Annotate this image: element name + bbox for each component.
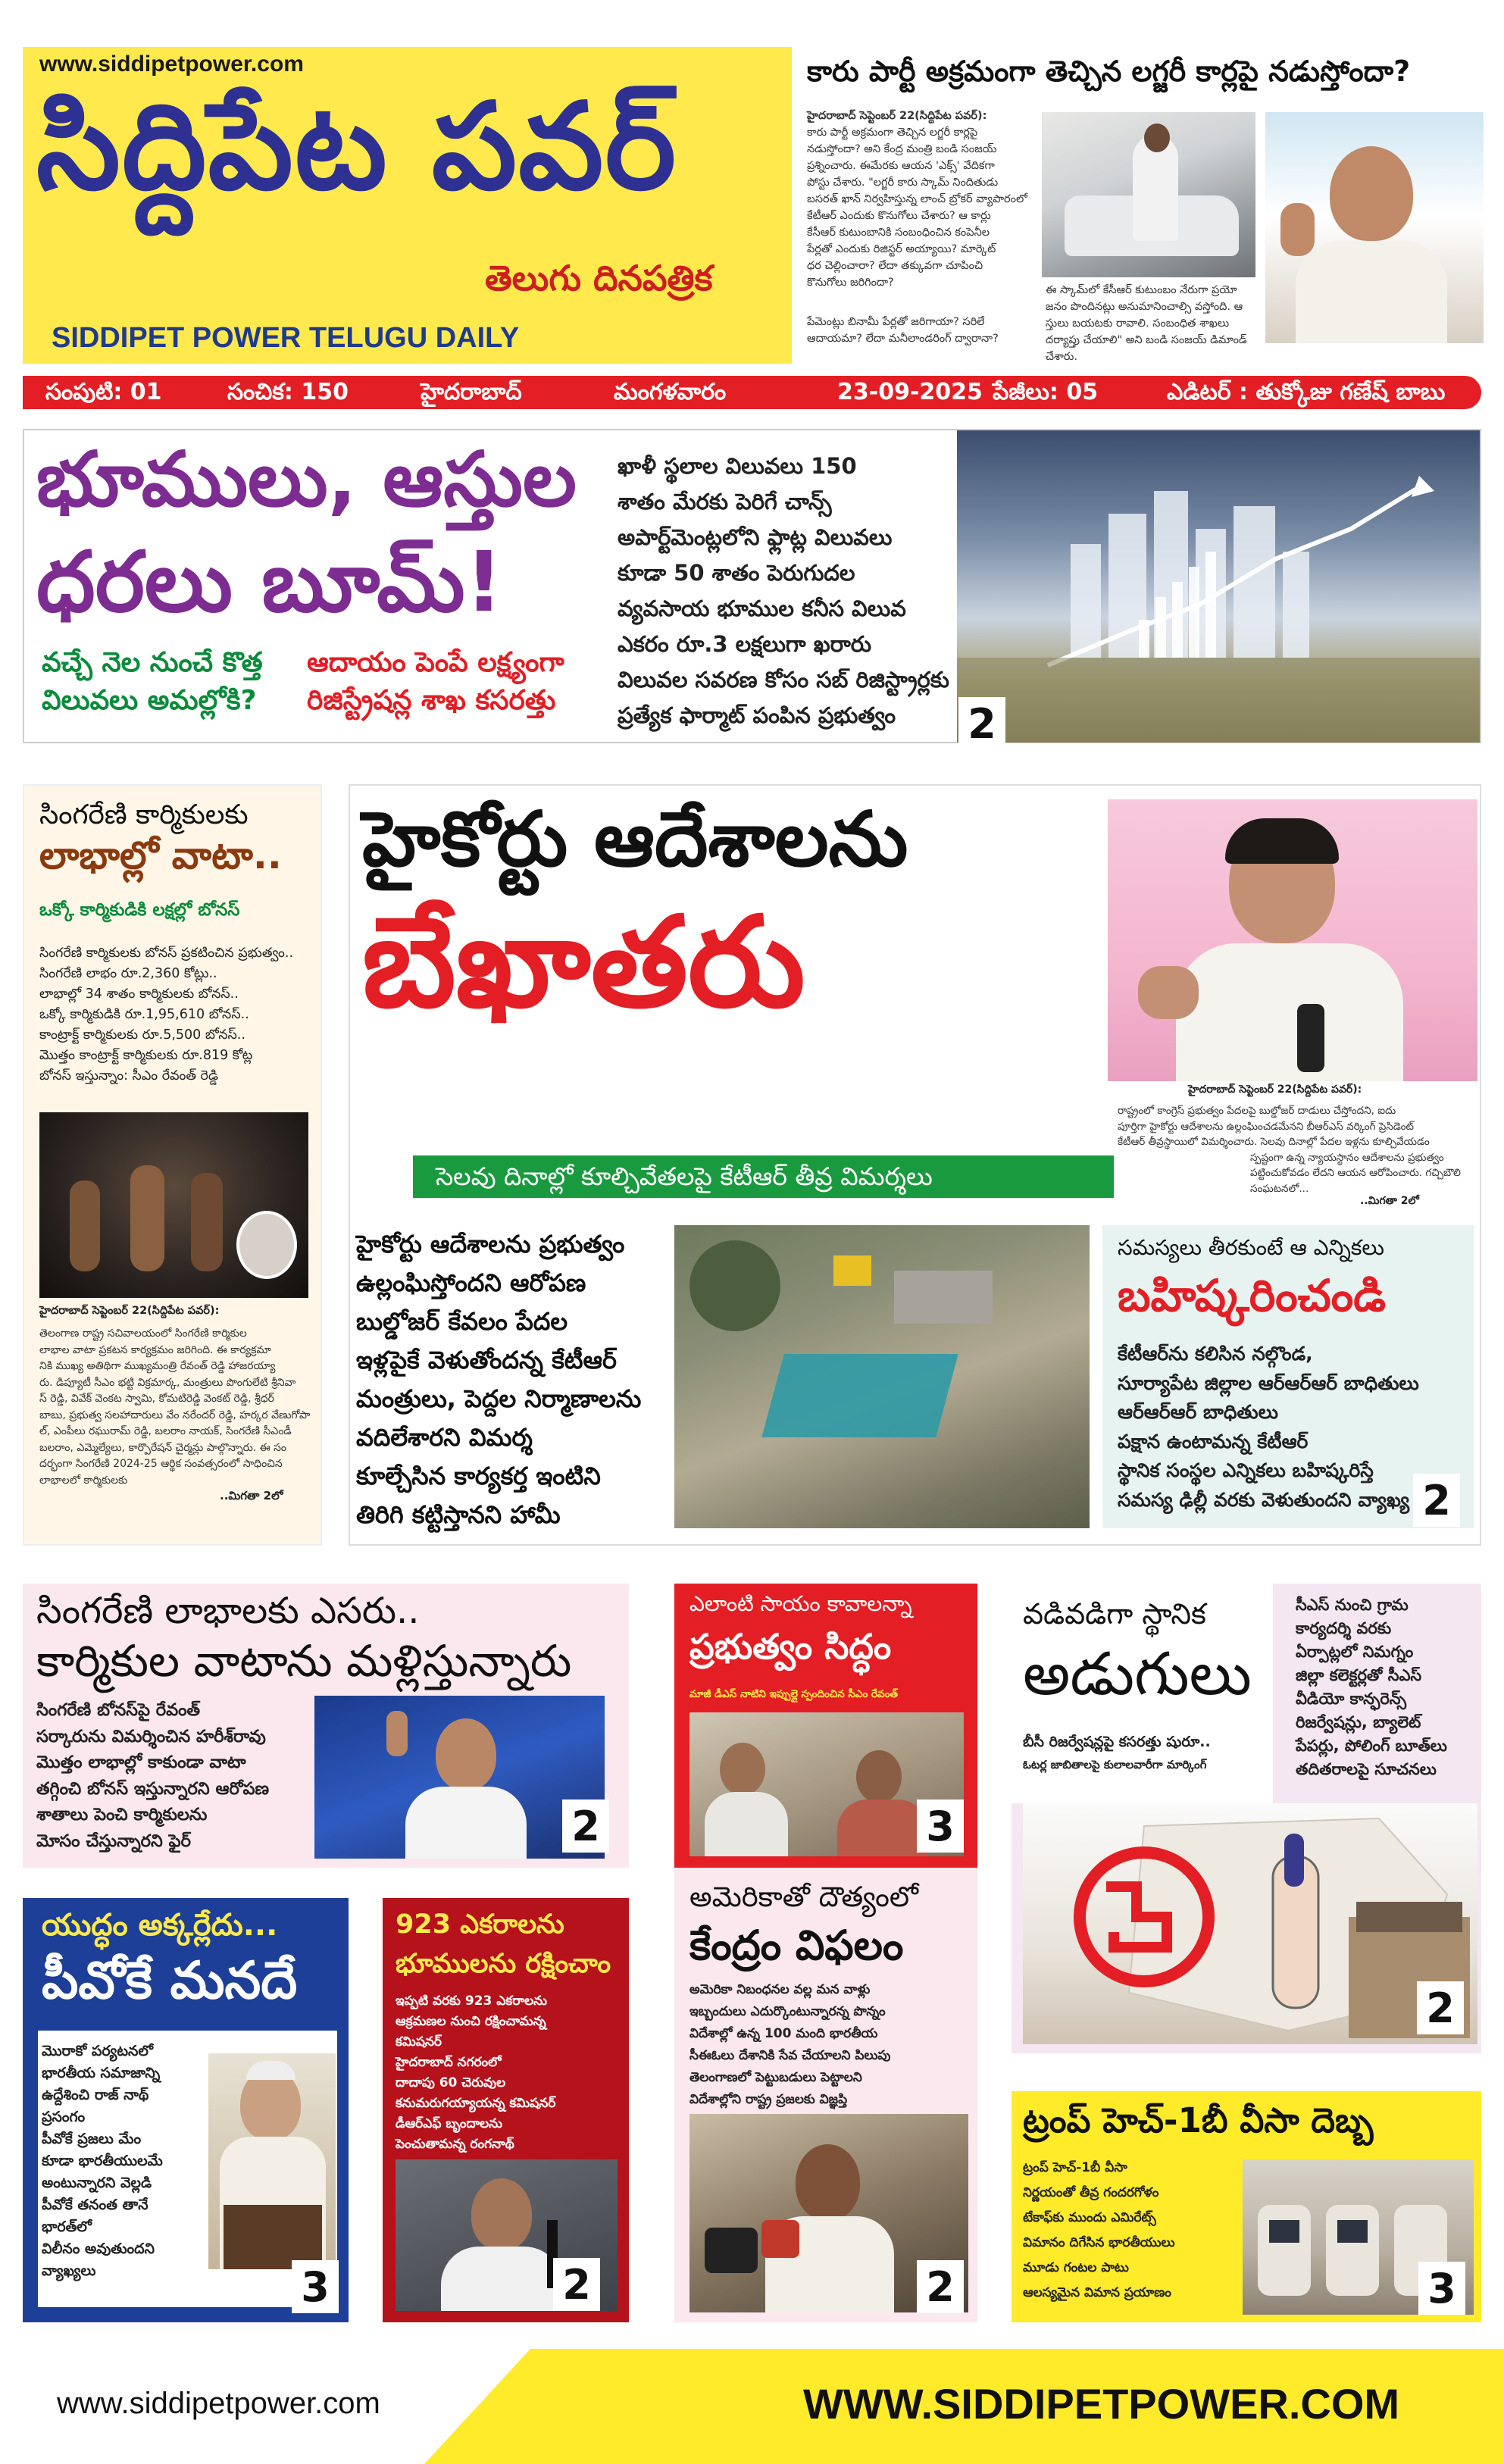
singareni-cut-headline-2: కార్మికుల వాటాను మళ్లిస్తున్నారు bbox=[36, 1635, 572, 1687]
singareni-point: కాంట్రాక్ట్ కార్మికులకు రూ.5,500 బోనస్.. bbox=[39, 1027, 245, 1043]
govt-ready-kicker: ఎలాంటి సాయం కావాలన్నా bbox=[689, 1591, 912, 1616]
singareni-body-line: దర్భంగా సింగరేణి 2024-25 ఆర్థిక సంవత్సరంలో సాధించిన bbox=[39, 1458, 283, 1470]
polls-side-line: పేపర్లు, పోలింగ్ బూత్‌లు bbox=[1296, 1737, 1447, 1755]
trump-page-ref[interactable]: 3 bbox=[1418, 2262, 1465, 2315]
land-line: ఆక్రమణల నుంచి రక్షించామన్న bbox=[396, 2014, 546, 2029]
cut-line: మొత్తం లాభాల్లో కాకుండా వాటా bbox=[36, 1753, 246, 1772]
singareni-body-line: బాబు, ప్రభుత్వ సలహాదారులు వేం నరేందర్ రెడ్డి, హర్కర వేణుగోపా bbox=[39, 1409, 311, 1421]
property-headline-1: భూములు, ఆస్తుల bbox=[36, 435, 577, 524]
lead-point: ఇళ్లపైకే వెళుతోందన్న కేటీఆర్ bbox=[356, 1346, 618, 1374]
volume: సంపుటి: 01 bbox=[45, 379, 162, 405]
local-polls-sub1: బీసీ రిజర్వేషన్లపై కసరత్తు షురూ.. bbox=[1023, 1734, 1211, 1750]
lead-point: బుల్డోజర్ కేవలం పేదల bbox=[356, 1307, 568, 1336]
govt-ready-sub: మాజీ డీఎస్ నాటిని ఇప్పుల్లై స్పందించిన సీఎం రేవంత్ bbox=[689, 1688, 898, 1700]
lead-body-line: పట్టించుకోవడం లేదని ఆయన ఆరోపించారు. గచ్చిబౌలి bbox=[1250, 1167, 1461, 1179]
land-line: ఇప్పటి వరకు 923 ఎకరాలను bbox=[396, 1993, 548, 2009]
property-point: ఎకరం రూ.3 లక్షలుగా ఖరారు bbox=[618, 631, 872, 657]
trump-body bbox=[1023, 2156, 1239, 2306]
singareni-body-line: లాభాలలో కార్మికులకు bbox=[39, 1474, 128, 1487]
boycott-headline: బహిష్కరించండి bbox=[1118, 1270, 1387, 1321]
property-page-ref[interactable]: 2 bbox=[958, 697, 1005, 750]
lead-body-line: సంఘటనలో... bbox=[1250, 1182, 1309, 1195]
boycott-kicker: సమస్యలు తీరకుంటే ఆ ఎన్నికలు bbox=[1118, 1235, 1384, 1260]
col1-line: కేటీఆర్ ఎందుకు కొనుగోలు చేశారు? ఆ కార్లు bbox=[807, 210, 991, 222]
lead-dateline: హైదరాబాద్ సెప్టెంబర్ 22(సిద్దిపేట పవర్): bbox=[1188, 1083, 1362, 1096]
land-line: దాదాపు 60 చెరువుల bbox=[396, 2075, 506, 2090]
polls-side-line: రిజర్వేషన్లు, బ్యాలెట్ bbox=[1296, 1713, 1421, 1731]
lead-point: మంత్రులు, పెద్దల నిర్మాణాలను bbox=[356, 1384, 642, 1413]
polls-side-line: సీఎస్ నుంచి గ్రామ bbox=[1296, 1596, 1409, 1614]
property-points bbox=[618, 449, 951, 733]
us-line: తెలంగాణలో పెట్టుబడులు పెట్టాలని bbox=[689, 2070, 862, 2085]
us-line: సీఈఓలు దేశానికి సేవ చేయాలని పిలుపు bbox=[689, 2048, 891, 2063]
polls-side-line: జిల్లా కలెక్టర్లతో సీఎస్ bbox=[1296, 1666, 1422, 1684]
lead-points bbox=[356, 1225, 674, 1534]
lead-point: వదిలేశారని విమర్శ bbox=[356, 1423, 533, 1452]
sub-green-line: వచ్చే నెల నుంచే కొత్త bbox=[42, 647, 263, 678]
footer-url-left[interactable]: www.siddipetpower.com bbox=[57, 2387, 380, 2420]
no-war-line: వ్యాఖ్యలు bbox=[42, 2262, 96, 2279]
car-photo bbox=[1042, 112, 1255, 277]
no-war-line: అంటున్నారని వెల్లడి bbox=[42, 2175, 152, 2191]
singareni-headline-2: లాభాల్లో వాటా.. bbox=[39, 833, 282, 877]
polls-side-line: ఏర్పాట్లలో నిమగ్నం bbox=[1296, 1643, 1414, 1661]
singareni-more[interactable]: ..మిగతా 2లో bbox=[220, 1489, 283, 1502]
cut-line: సింగరేణి బోనస్‌పై రేవంత్ bbox=[36, 1700, 201, 1720]
govt-ready-headline: ప్రభుత్వం సిద్ధం bbox=[689, 1626, 892, 1667]
boycott-line: కేటీఆర్‌ను కలిసిన నల్గొండ, bbox=[1118, 1343, 1313, 1365]
top-story-headline[interactable]: కారు పార్టీ అక్రమంగా తెచ్చిన లగ్జరీ కార్లపై నడుస్తోందా? bbox=[807, 55, 1411, 88]
col2-line: దర్యాప్తు చేయాలి" అని బండి సంజయ్ డిమాండ్ bbox=[1046, 334, 1247, 346]
boycott-line: పక్షాన ఉంటామన్న కేటీఆర్ bbox=[1118, 1430, 1309, 1452]
harish-rao-photo bbox=[314, 1696, 605, 1859]
local-polls-headline: అడుగులు bbox=[1023, 1640, 1252, 1709]
us-line: విదేశాల్లో ఉన్న 100 మంది భారతీయ bbox=[689, 2026, 878, 2041]
local-polls-kicker-text: వడివడిగా స్థానిక bbox=[1023, 1597, 1206, 1631]
lead-headline-1: హైకోర్టు ఆదేశాలను bbox=[362, 795, 908, 883]
singareni-point: సింగరేణి కార్మికులకు బోనస్ ప్రకటించిన ప్రభుత్వం.. bbox=[39, 946, 294, 961]
col1-line: ధర చెల్లించారా? లేదా తక్కువగా చూపించి bbox=[807, 260, 983, 272]
property-point: కూడా 50 శాతం పెరుగుదల bbox=[618, 560, 855, 586]
bandi-sanjay-photo bbox=[1265, 112, 1484, 343]
no-war-line: ప్రసంగం bbox=[42, 2109, 86, 2125]
land-line: కనుమరుగయ్యాయన్న కమిషనర్ bbox=[396, 2096, 556, 2111]
cut-line: మోసం చేస్తున్నారని ఫైర్ bbox=[36, 1831, 191, 1851]
land-body bbox=[396, 1991, 627, 2155]
trump-line: టేకాఫ్‌కు ముందు ఎమిరేట్స్ bbox=[1023, 2210, 1156, 2225]
top-story-col1 bbox=[807, 108, 1068, 347]
property-point: శాతం మేరకు పెరిగే చాన్స్ bbox=[618, 489, 832, 514]
singareni-point: లాభాల్లో 34 శాతం కార్మికులకు బోనస్.. bbox=[39, 987, 239, 1002]
coal-miners-photo bbox=[39, 1112, 308, 1298]
us-line: ఇబ్బందులు ఎదుర్కొంటున్నారన్న పొన్నం bbox=[689, 2004, 886, 2019]
no-war-line: కూడా భారతీయులమే bbox=[42, 2153, 163, 2169]
singareni-cut-body bbox=[36, 1697, 324, 1854]
land-line: పెంచుతామన్న రంగనాథ్ bbox=[396, 2137, 514, 2152]
ktr-photo bbox=[1108, 799, 1477, 1081]
singareni-cut-page-ref[interactable]: 2 bbox=[562, 1800, 609, 1853]
col1-line: ప్రశ్నించారు. ఈమేరకు ఆయన 'ఎక్స్' వేదికగా bbox=[807, 160, 995, 172]
building-chart-graphic bbox=[957, 430, 1480, 743]
polls-side-line: కార్యదర్శి వరకు bbox=[1296, 1619, 1392, 1637]
trump-line: నిర్ణయంతో తీవ్ర గందరగోళం bbox=[1023, 2185, 1159, 2200]
land-page-ref[interactable]: 2 bbox=[553, 2258, 600, 2311]
singareni-point: బోనస్ ఇస్తున్నాం: సీఎం రేవంత్ రెడ్డి bbox=[39, 1068, 218, 1083]
demolition-photo bbox=[674, 1225, 1090, 1528]
property-point: వ్యవసాయ భూముల కనీస విలువ bbox=[618, 596, 906, 621]
col1-line: కేసీఆర్ కుటుంబానికి సంబంధించిన కంపెనీల bbox=[807, 227, 990, 239]
ballot-symbol-graphic bbox=[1023, 1803, 1477, 2044]
col2-line: జనం పొందినట్లు అనుమానించాల్సి వస్తోంది. ఆ bbox=[1046, 301, 1243, 313]
local-polls-sub2: ఓటర్ల జాబితాలపై కులాలవారీగా మార్కింగ్ bbox=[1023, 1758, 1207, 1771]
no-war-line: పీవోకే ప్రజలు మేం bbox=[42, 2131, 142, 2147]
lead-point: కూల్చేసిన కార్యకర్త ఇంటిని bbox=[356, 1462, 601, 1490]
singareni-body-line: లాభాల వాటా ప్రకటన కార్యక్రమం జరిగింది. ఈ కార్యక్రమా bbox=[39, 1343, 271, 1356]
us-page-ref[interactable]: 2 bbox=[917, 2260, 964, 2313]
land-line: హైదరాబాద్ నగరంలో bbox=[396, 2055, 502, 2070]
singareni-headline-1: సింగరేణి కార్మికులకు bbox=[39, 799, 249, 830]
lead-point: హైకోర్టు ఆదేశాలను ప్రభుత్వం bbox=[356, 1230, 625, 1259]
no-war-line: ఉద్దేశించి రాజ్ నాథ్ bbox=[42, 2087, 149, 2103]
sub-red-line: ఆదాయం పెంపే లక్ష్యంగా bbox=[307, 647, 564, 678]
boycott-line: సమస్య ఢిల్లీ వరకు వెళుతుందని వ్యాఖ్య bbox=[1118, 1488, 1410, 1511]
col1-line: నడుస్తోందా? అని కేంద్ర మంత్రి బండి సంజయ్ bbox=[807, 143, 997, 155]
no-war-headline: పీవోకే మనదే bbox=[42, 1951, 298, 2011]
top-story-col2 bbox=[1046, 282, 1262, 365]
us-line: విదేశాల్లోని రాష్ట్ర ప్రజలకు విజ్ఞప్తి bbox=[689, 2092, 848, 2107]
boycott-line: స్థానిక సంస్థల ఎన్నికలు బహిష్కరిస్తే bbox=[1118, 1459, 1374, 1481]
boycott-page-ref[interactable]: 2 bbox=[1413, 1474, 1460, 1527]
land-line: కమిషనర్ bbox=[396, 2034, 442, 2050]
col1-line: హైదరాబాద్ సెప్టెంబర్ 22(సిద్దిపేట పవర్): bbox=[807, 110, 987, 122]
lead-body-line: రాష్ట్రంలో కాంగ్రెస్ ప్రభుత్వం పేదలపై బుల్డోజర్ దాడులు చేస్తోందని, ఐదు bbox=[1118, 1105, 1396, 1117]
lead-body-line: కేటీఆర్ తీవ్రస్థాయిలో విమర్శించారు. సెలవు దినాల్లో పేదల ఇళ్లను కూల్చివేయడం bbox=[1118, 1136, 1430, 1148]
singareni-dateline: హైదరాబాద్ సెప్టెంబర్ 22(సిద్దిపేట పవర్): bbox=[39, 1305, 220, 1317]
no-war-line: మొరాకో పర్యటనలో bbox=[42, 2043, 153, 2059]
no-war-kicker: యుద్ధం అక్కర్లేదు... bbox=[42, 1908, 278, 1943]
local-polls-side bbox=[1296, 1593, 1477, 1781]
no-war-line: భారత్‌లో bbox=[42, 2219, 92, 2235]
singareni-body-line: బలరాం, ఎమ్మెల్యేలు, కార్పొరేషన్ చైర్మన్లు పాల్గొన్నారు. ఈ సం bbox=[39, 1441, 287, 1454]
singareni-body-line: స్ రెడ్డి, వివేక్ వెంకట స్వామి, కోమటిరెడ్డి వెంకట్ రెడ్డి, శ్రీధర్ bbox=[39, 1393, 274, 1405]
page-count: పేజీలు: 05 bbox=[993, 379, 1099, 405]
property-point: ఖాళీ స్థలాల విలువలు 150 bbox=[618, 453, 857, 479]
local-polls-page-ref[interactable]: 2 bbox=[1417, 1981, 1464, 2034]
no-war-page-ref[interactable]: 3 bbox=[292, 2260, 339, 2313]
day: మంగళవారం bbox=[614, 379, 727, 405]
singareni-point: సింగరేణి లాభం రూ.2,360 కోట్లు.. bbox=[39, 966, 217, 981]
lead-body bbox=[1118, 1103, 1477, 1196]
us-line: అమెరికా నిబంధనల వల్ల మన వాళ్లు bbox=[689, 1982, 871, 1997]
lead-strap-text: సెలవు దినాల్లో కూల్చివేతలపై కేటీఆర్ తీవ్ర విమర్శలు bbox=[436, 1162, 933, 1191]
polls-side-line: వీడియో కాన్ఫరెన్స్ bbox=[1296, 1690, 1407, 1708]
masthead-english-name: SIDDIPET POWER TELUGU DAILY bbox=[52, 322, 520, 354]
masthead-title: సిద్దిపేట పవర్ bbox=[36, 77, 678, 217]
property-sub-red bbox=[307, 644, 564, 720]
lead-point: తిరిగి కట్టిస్తానని హామీ bbox=[356, 1500, 561, 1529]
city: హైదరాబాద్ bbox=[421, 379, 522, 405]
election-graphic bbox=[1023, 1803, 1477, 2044]
trump-line: మూడు గంటల పాటు bbox=[1023, 2260, 1129, 2275]
property-sub-green bbox=[42, 644, 263, 720]
singareni-cut-headline-1: సింగరేణి లాభాలకు ఎసరు.. bbox=[36, 1590, 420, 1632]
singareni-body-line: నికి ముఖ్య అతిథిగా ముఖ్యమంత్రి రేవంత్ రెడ్డి హాజరయ్యా bbox=[39, 1360, 276, 1372]
no-war-line: పీవోకే తనంత తానే bbox=[42, 2197, 149, 2213]
land-headline-1: 923 ఎకరాలను bbox=[396, 1909, 564, 1940]
col2-line: స్తులు బయటకు రావాలి. సంబంధిత శాఖలు bbox=[1046, 317, 1230, 330]
us-body bbox=[689, 1979, 974, 2111]
cut-line: శాతాలు పెంచి కార్మికులను bbox=[36, 1805, 208, 1825]
no-war-body bbox=[42, 2040, 205, 2282]
col1-line: కొనుగోలు జరిగిందా? bbox=[807, 277, 894, 289]
no-war-line: భారతీయ సమాజాన్ని bbox=[42, 2065, 161, 2081]
rajnath-photo bbox=[208, 2053, 336, 2269]
sub-red-line: రిజిస్ట్రేషన్ల శాఖ కసరత్తు bbox=[307, 685, 556, 716]
col1-line: పోస్టు చేశారు. "లగ్జరీ కారు స్కామ్ నిందితుడు bbox=[807, 177, 999, 189]
col1-line: పేమెంట్లు బినామీ పేర్లతో జరిగాయా? సరిలే bbox=[807, 316, 985, 328]
lead-body-line: పూర్తిగా హైకోర్టు ఆదేశాలను ఉల్లంఘించడమేనని బీఆర్ఎస్ వర్కింగ్ ప్రెసిడెంట్ bbox=[1118, 1120, 1414, 1133]
land-line: డీఆర్ఎఫ్ బృందాలను bbox=[396, 2116, 503, 2131]
footer-url-right[interactable]: WWW.SIDDIPETPOWER.COM bbox=[803, 2380, 1400, 2428]
cut-line: సర్కారును విమర్శించిన హరీశ్‌రావు bbox=[36, 1726, 266, 1746]
trump-line: ఆలస్యమైన విమాన ప్రయాణం bbox=[1023, 2285, 1171, 2300]
polls-side-line: తదితరాలపై సూచనలు bbox=[1296, 1760, 1437, 1778]
real-estate-graphic bbox=[957, 430, 1480, 743]
col1-line: బసరత్ ఖాన్ నిర్వహిస్తున్న లాంచ్ బ్రోకర్ వ్యాపారంలో bbox=[807, 193, 1027, 205]
boycott-line: ఆర్ఆర్ఆర్ బాధితులు bbox=[1118, 1401, 1278, 1423]
lead-body-line: స్పష్టంగా ఉన్న న్యాయస్థానం ఆదేశాలను ప్రభుత్వం bbox=[1250, 1151, 1444, 1164]
singareni-body-line: రు. డిప్యూటీ సీఎం భట్టి విక్రమార్క, మంత్రులు పొంగులేటి శ్రీనివా bbox=[39, 1376, 296, 1389]
singareni-body-line: ల్, ఎంపీలు రఘురామ్ రెడ్డి, బలరాం నాయక్, సింగరేణి సీఎండీ bbox=[39, 1425, 292, 1437]
boycott-line: సూర్యాపేట జిల్లాల ఆర్ఆర్ఆర్ బాధితులు bbox=[1118, 1371, 1419, 1394]
no-war-line: విలీనం అవుతుందని bbox=[42, 2240, 155, 2257]
singareni-point: మొత్తం కాంట్రాక్ట్ కార్మికులకు రూ.819 కోట్ల bbox=[39, 1048, 253, 1063]
property-headline-2: ధరలు బూమ్! bbox=[36, 533, 503, 630]
property-point: విలువల సవరణ కోసం సబ్ రిజిస్ట్రార్లకు bbox=[618, 667, 949, 693]
col1-line: కారు పార్టీ అక్రమంగా తెచ్చిన లగ్జరీ కార్లపై bbox=[807, 127, 978, 139]
singareni-body bbox=[39, 1326, 320, 1489]
cut-line: తగ్గించి బోనస్ ఇస్తున్నారని ఆరోపణ bbox=[36, 1778, 270, 1799]
date: 23-09-2025 bbox=[837, 379, 983, 405]
govt-ready-page-ref[interactable]: 3 bbox=[917, 1800, 964, 1853]
col1-line: ఆదాయమా? లేదా మనీలాండరింగ్ ద్వారానా? bbox=[807, 333, 999, 345]
property-point: ప్రత్యేక ఫార్మాట్ పంపిన ప్రభుత్వం bbox=[618, 702, 896, 728]
editor: ఎడిటర్ : తుక్కోజు గణేష్ బాబు bbox=[1167, 379, 1446, 405]
property-point: అపార్ట్‌మెంట్లలోని ఫ్లాట్ల విలువలు bbox=[618, 524, 893, 550]
trump-headline: ట్రంప్ హెచ్-1బీ వీసా దెబ్బ bbox=[1023, 2100, 1374, 2140]
land-headline-2: భూములను రక్షించాం bbox=[396, 1949, 611, 1979]
masthead-subtitle: తెలుగు దినపత్రిక bbox=[485, 258, 713, 299]
col1-line: పేర్లతో ఎందుకు రిజిస్టర్ అయ్యాయి? మార్కెట్ bbox=[807, 243, 996, 255]
lead-point: ఉల్లంఘిస్తోందని ఆరోపణ bbox=[356, 1268, 586, 1297]
singareni-point: ఒక్కో కార్మికుడికి రూ.1,95,610 బోనస్.. bbox=[39, 1007, 249, 1022]
col2-line: ఈ స్కామ్‌లో కేసీఆర్ కుటుంబం నేరుగా ప్రయో bbox=[1046, 284, 1237, 296]
lead-headline-2: బేఖాతరు bbox=[362, 890, 805, 1035]
masthead-url[interactable]: www.siddipetpower.com bbox=[39, 52, 304, 77]
sub-green-line: విలువలు అమల్లోకి? bbox=[42, 685, 257, 716]
trump-line: ట్రంప్ హెచ్-1బీ వీసా bbox=[1023, 2160, 1127, 2175]
us-headline-2: కేంద్రం విఫలం bbox=[689, 1921, 904, 1969]
singareni-subhead: ఒక్కో కార్మికుడికి లక్షల్లో బోనస్ bbox=[39, 900, 240, 920]
issue: సంచిక: 150 bbox=[227, 379, 349, 405]
singareni-body-line: తెలంగాణ రాష్ట్ర సచివాలయంలో సింగరేణి కార్మికుల bbox=[39, 1327, 247, 1340]
lead-more[interactable]: ..మిగతా 2లో bbox=[1360, 1195, 1419, 1207]
local-polls-kicker bbox=[1023, 1597, 1206, 1638]
us-headline-1: అమెరికాతో దౌత్యంలో bbox=[689, 1881, 918, 1913]
trump-line: విమానం దిగేసిన భారతీయులు bbox=[1023, 2235, 1175, 2250]
singareni-points bbox=[39, 943, 320, 1087]
col2-line: చేశారు. bbox=[1046, 351, 1078, 363]
